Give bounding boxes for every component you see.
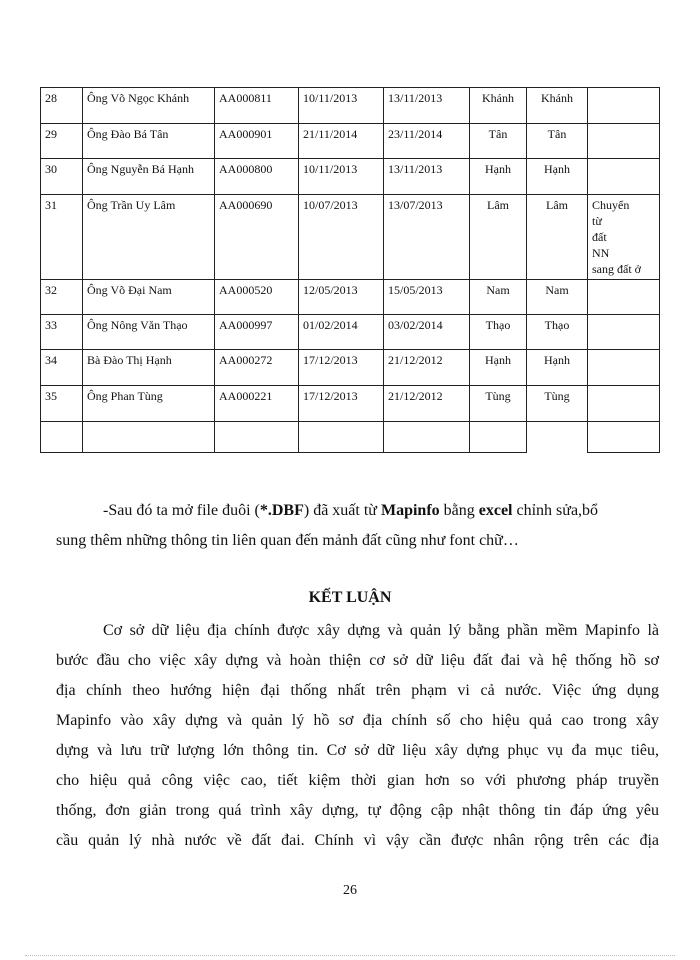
- conclusion-paragraph: [56, 616, 659, 856]
- section-heading: KẾT LUẬN: [308, 589, 392, 606]
- note: [588, 159, 660, 195]
- note: [588, 350, 660, 386]
- paragraph-line: bước đầu cho việc xây dựng và hoàn thiện cơ sở dữ liệu đất đai và hệ thống hồ sơ: [56, 652, 659, 669]
- table-row: [41, 124, 660, 159]
- date-end: 21/12/2012: [384, 386, 470, 422]
- table-row: [41, 315, 660, 350]
- text-run: ) đã xuất từ: [303, 502, 381, 519]
- signature-2: Nam: [527, 280, 588, 315]
- empty-cell: [41, 422, 83, 453]
- paragraph-line: địa chính theo hướng hiện đại thống nhất trên phạm vi cả nước. Việc ứng dụng: [56, 682, 659, 699]
- empty-cell: [83, 422, 215, 453]
- date-end: 23/11/2014: [384, 124, 470, 159]
- date-end: 13/07/2013: [384, 195, 470, 280]
- signature-2: Hạnh: [527, 159, 588, 195]
- signature-2: Thạo: [527, 315, 588, 350]
- owner-name: Ông Võ Ngọc Khánh: [83, 88, 215, 124]
- land-records-table: [40, 87, 660, 453]
- date-start: 17/12/2013: [299, 386, 384, 422]
- row-number: 34: [41, 350, 83, 386]
- empty-cell: [299, 422, 384, 453]
- empty-cell: [215, 422, 299, 453]
- signature-2: Khánh: [527, 88, 588, 124]
- date-end: 13/11/2013: [384, 88, 470, 124]
- note: [588, 315, 660, 350]
- table-followup-paragraph: [56, 496, 659, 556]
- signature-2: Hạnh: [527, 350, 588, 386]
- certificate-code: AA000811: [215, 88, 299, 124]
- row-number: 35: [41, 386, 83, 422]
- note: [588, 386, 660, 422]
- note-word: NN: [592, 246, 610, 260]
- date-start: 21/11/2014: [299, 124, 384, 159]
- table-row: [41, 88, 660, 124]
- owner-name: Ông Trần Uy Lâm: [83, 195, 215, 280]
- date-start: 10/11/2013: [299, 88, 384, 124]
- signature-1: Thạo: [470, 315, 527, 350]
- note: [588, 195, 660, 280]
- note-word: từ: [592, 214, 602, 228]
- certificate-code: AA000800: [215, 159, 299, 195]
- signature-1: Lâm: [470, 195, 527, 280]
- date-end: 03/02/2014: [384, 315, 470, 350]
- certificate-code: AA000901: [215, 124, 299, 159]
- note-word: Chuyển: [592, 198, 630, 212]
- certificate-code: AA000272: [215, 350, 299, 386]
- note: [588, 88, 660, 124]
- paragraph-line: thống, đơn giản trong quá trình xây dựng, tự động cập nhật thông tin đáp ứng yêu: [56, 802, 659, 819]
- date-start: 12/05/2013: [299, 280, 384, 315]
- text-run: bằng: [439, 502, 479, 519]
- date-start: 17/12/2013: [299, 350, 384, 386]
- paragraph-line: Mapinfo vào xây dựng và quản lý hồ sơ địa chính số cho hiệu quả cao trong xây: [56, 712, 659, 729]
- signature-1: Khánh: [470, 88, 527, 124]
- signature-2: Tùng: [527, 386, 588, 422]
- page-bottom-rule: [25, 955, 675, 956]
- date-start: 10/11/2013: [299, 159, 384, 195]
- table-row: [41, 280, 660, 315]
- owner-name: Ông Nguyễn Bá Hạnh: [83, 159, 215, 195]
- tool-name: excel: [478, 502, 513, 519]
- table-row: [41, 159, 660, 195]
- signature-1: Tùng: [470, 386, 527, 422]
- text-run: chỉnh sửa,bổ: [512, 502, 599, 519]
- row-number: 32: [41, 280, 83, 315]
- row-number: 30: [41, 159, 83, 195]
- date-start: 01/02/2014: [299, 315, 384, 350]
- empty-cell: [384, 422, 470, 453]
- signature-1: Hạnh: [470, 159, 527, 195]
- row-number: 31: [41, 195, 83, 280]
- certificate-code: AA000997: [215, 315, 299, 350]
- owner-name: Ông Đào Bá Tân: [83, 124, 215, 159]
- date-start: 10/07/2013: [299, 195, 384, 280]
- signature-1: Nam: [470, 280, 527, 315]
- table-row-empty: [41, 422, 660, 453]
- empty-cell: [470, 422, 527, 453]
- table-row: [41, 350, 660, 386]
- paragraph-line: cho hiệu quả công việc cao, tiết kiệm thời gian hơn so với phương pháp truyền: [56, 772, 659, 789]
- date-end: 21/12/2012: [384, 350, 470, 386]
- date-end: 13/11/2013: [384, 159, 470, 195]
- paragraph-line: Cơ sở dữ liệu địa chính được xây dựng và quản lý bằng phần mềm Mapinfo là: [103, 622, 659, 639]
- owner-name: Ông Nông Văn Thạo: [83, 315, 215, 350]
- row-number: 28: [41, 88, 83, 124]
- empty-cell: [588, 422, 660, 453]
- signature-1: Hạnh: [470, 350, 527, 386]
- app-name: Mapinfo: [380, 502, 440, 519]
- file-extension: *.DBF: [259, 502, 304, 519]
- owner-name: Ông Võ Đại Nam: [83, 280, 215, 315]
- paragraph-line: cầu quản lý nhà nước về đất đai. Chính vì vậy cần được nhân rộng trên các địa: [56, 832, 659, 849]
- signature-2: Lâm: [527, 195, 588, 280]
- certificate-code: AA000520: [215, 280, 299, 315]
- certificate-code: AA000221: [215, 386, 299, 422]
- empty-cell: [527, 422, 588, 453]
- row-number: 33: [41, 315, 83, 350]
- note-word: đất: [592, 230, 607, 244]
- note-word: sang đất ở: [592, 262, 642, 276]
- certificate-code: AA000690: [215, 195, 299, 280]
- owner-name: Ông Phan Tùng: [83, 386, 215, 422]
- row-number: 29: [41, 124, 83, 159]
- text-run: sung thêm những thông tin liên quan đến mảnh đất cũng như font chữ…: [56, 532, 519, 549]
- date-end: 15/05/2013: [384, 280, 470, 315]
- page-number: 26: [343, 883, 357, 898]
- text-run: -Sau đó ta mở file đuôi (: [103, 502, 260, 519]
- signature-2: Tân: [527, 124, 588, 159]
- paragraph-line: dựng và lưu trữ lượng lớn thông tin. Cơ sở dữ liệu xây dựng phục vụ đa mục tiêu,: [56, 742, 659, 759]
- owner-name: Bà Đào Thị Hạnh: [83, 350, 215, 386]
- table-row: [41, 386, 660, 422]
- table-row: [41, 195, 660, 280]
- note: [588, 124, 660, 159]
- signature-1: Tân: [470, 124, 527, 159]
- note: [588, 280, 660, 315]
